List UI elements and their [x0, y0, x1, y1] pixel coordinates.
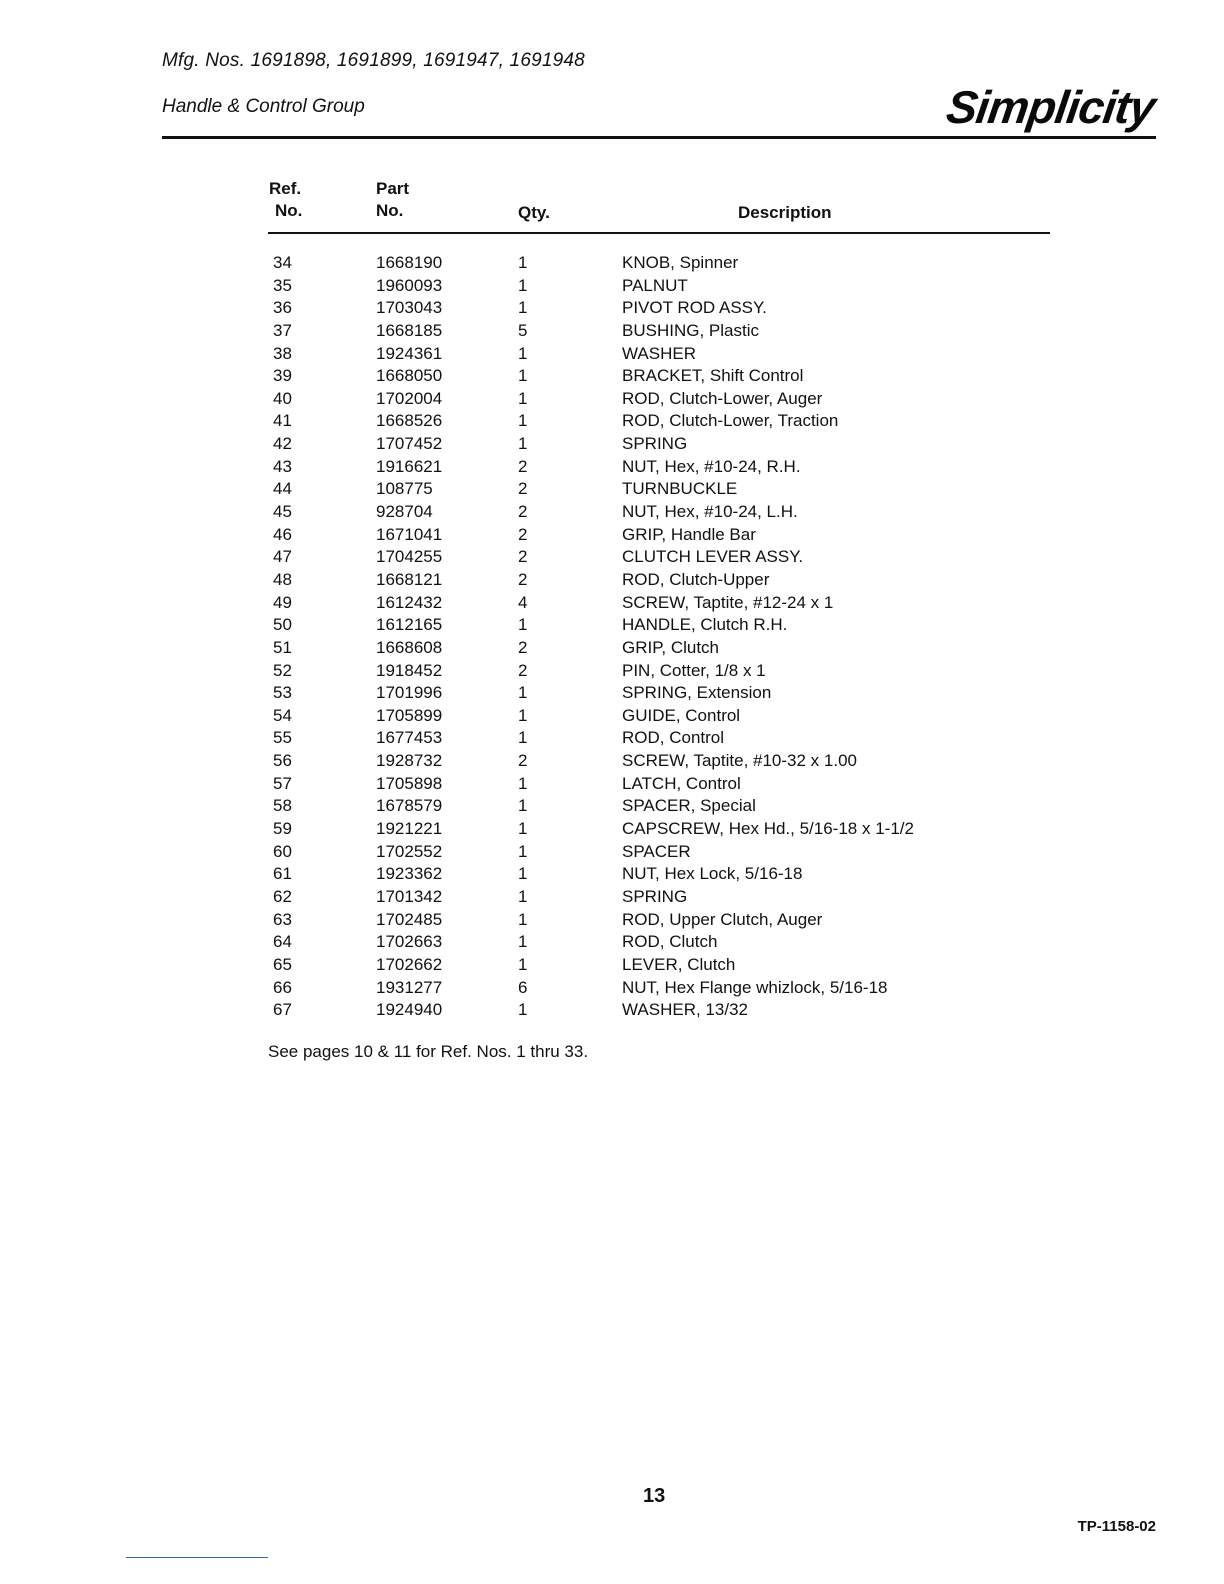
description-cell: NUT, Hex Lock, 5/16-18: [622, 864, 803, 884]
table-row: [268, 954, 1050, 977]
description-cell: HANDLE, Clutch R.H.: [622, 615, 788, 635]
ref-cell: 43: [273, 456, 292, 476]
description-cell: SCREW, Taptite, #10-32 x 1.00: [622, 751, 857, 771]
ref-cell: 58: [273, 796, 292, 816]
part-number-cell: 1702485: [376, 909, 443, 929]
qty-cell: 1: [518, 954, 528, 974]
description-cell: KNOB, Spinner: [622, 253, 739, 272]
mfg-numbers: Mfg. Nos. 1691898, 1691899, 1691947, 1691948: [162, 50, 585, 71]
ref-cell: 53: [273, 683, 292, 703]
part-header-line2: No.: [376, 201, 404, 220]
table-row: [268, 773, 1050, 796]
table-row: [268, 410, 1050, 433]
part-number-cell: 1668185: [376, 320, 443, 340]
description-cell: ROD, Clutch-Lower, Traction: [622, 411, 839, 431]
part-number-cell: 1916621: [376, 456, 443, 476]
qty-cell: 1: [518, 298, 528, 318]
ref-header-line1: Ref.: [269, 179, 302, 198]
description-cell: ROD, Clutch-Lower, Auger: [622, 388, 823, 408]
qty-cell: 2: [518, 637, 528, 657]
table-row: [268, 501, 1050, 524]
qty-cell: 2: [518, 456, 528, 476]
description-cell: NUT, Hex, #10-24, L.H.: [622, 502, 798, 522]
description-cell: PIVOT ROD ASSY.: [622, 298, 767, 318]
description-cell: BRACKET, Shift Control: [622, 366, 804, 386]
ref-header-line2: No.: [275, 201, 303, 220]
description-cell: SPRING, Extension: [622, 683, 772, 703]
ref-cell: 37: [273, 320, 292, 340]
description-cell: CLUTCH LEVER ASSY.: [622, 547, 804, 567]
qty-cell: 1: [518, 705, 528, 725]
document-code: TP-1158-02: [1077, 1518, 1156, 1535]
qty-cell: 2: [518, 569, 528, 589]
qty-cell: 4: [518, 592, 528, 612]
description-cell: SPACER: [622, 841, 691, 861]
part-number-cell: 1707452: [376, 434, 443, 454]
table-row: [268, 750, 1050, 773]
qty-cell: 1: [518, 683, 528, 703]
ref-cell: 46: [273, 524, 292, 544]
section-title: Handle & Control Group: [162, 96, 365, 117]
part-number-cell: 1923362: [376, 864, 443, 884]
column-header-qty: Qty.: [518, 203, 550, 222]
table-row: [268, 614, 1050, 637]
ref-cell: 64: [273, 932, 292, 952]
qty-cell: 1: [518, 841, 528, 861]
table-row: [268, 546, 1050, 569]
qty-cell: 1: [518, 909, 528, 929]
qty-cell: 6: [518, 977, 528, 997]
ref-cell: 52: [273, 660, 292, 680]
table-row: [268, 818, 1050, 841]
qty-cell: 1: [518, 728, 528, 748]
description-cell: NUT, Hex Flange whizlock, 5/16-18: [622, 977, 888, 997]
table-row: [268, 478, 1050, 501]
table-row: [268, 863, 1050, 886]
description-cell: BUSHING, Plastic: [622, 320, 759, 340]
qty-cell: 2: [518, 547, 528, 567]
ref-cell: 55: [273, 728, 292, 748]
ref-cell: 67: [273, 1000, 292, 1020]
qty-cell: 5: [518, 320, 528, 340]
part-number-cell: 1704255: [376, 547, 443, 567]
brand-logo: Simplicity: [943, 81, 1158, 133]
qty-cell: 1: [518, 411, 528, 431]
table-row: [268, 569, 1050, 592]
ref-cell: 45: [273, 502, 292, 522]
part-number-cell: 1702663: [376, 932, 443, 952]
qty-cell: 1: [518, 434, 528, 454]
table-row: [268, 841, 1050, 864]
description-cell: ROD, Clutch: [622, 932, 718, 952]
bottom-link-line: [126, 1557, 268, 1558]
parts-table-body: [268, 252, 1050, 1022]
description-cell: GRIP, Clutch: [622, 637, 720, 657]
table-row: [268, 592, 1050, 615]
part-number-cell: 1928732: [376, 751, 443, 771]
ref-cell: 61: [273, 864, 292, 884]
ref-cell: 65: [273, 954, 292, 974]
table-row: [268, 456, 1050, 479]
part-number-cell: 1705899: [376, 705, 443, 725]
description-cell: SCREW, Taptite, #12-24 x 1: [622, 592, 834, 612]
ref-cell: 66: [273, 977, 292, 997]
table-row: [268, 252, 1050, 275]
description-cell: PIN, Cotter, 1/8 x 1: [622, 660, 766, 680]
table-row: [268, 977, 1050, 1000]
table-row: [268, 297, 1050, 320]
qty-cell: 1: [518, 886, 528, 906]
table-row: [268, 524, 1050, 547]
qty-cell: 2: [518, 751, 528, 771]
ref-cell: 34: [273, 253, 292, 272]
ref-cell: 59: [273, 819, 292, 839]
column-header-part: [376, 178, 409, 222]
ref-cell: 35: [273, 275, 292, 295]
part-number-cell: 1671041: [376, 524, 443, 544]
ref-cell: 57: [273, 773, 292, 793]
qty-cell: 1: [518, 253, 528, 272]
part-number-cell: 1705898: [376, 773, 443, 793]
part-number-cell: 1701342: [376, 886, 443, 906]
table-header-divider: [268, 232, 1050, 234]
table-row: [268, 682, 1050, 705]
table-row: [268, 433, 1050, 456]
ref-cell: 60: [273, 841, 292, 861]
qty-cell: 1: [518, 773, 528, 793]
qty-cell: 2: [518, 524, 528, 544]
column-header-ref: [269, 178, 302, 222]
part-number-cell: 1921221: [376, 819, 443, 839]
description-cell: SPACER, Special: [622, 796, 756, 816]
ref-cell: 40: [273, 388, 292, 408]
part-number-cell: 1668190: [376, 253, 443, 272]
qty-cell: 1: [518, 343, 528, 363]
description-cell: LEVER, Clutch: [622, 954, 736, 974]
description-cell: ROD, Upper Clutch, Auger: [622, 909, 823, 929]
part-number-cell: 108775: [376, 479, 433, 499]
ref-cell: 54: [273, 705, 292, 725]
table-row: [268, 931, 1050, 954]
description-cell: WASHER: [622, 343, 696, 363]
description-cell: SPRING: [622, 434, 688, 454]
qty-cell: 2: [518, 660, 528, 680]
qty-cell: 1: [518, 388, 528, 408]
qty-cell: 1: [518, 796, 528, 816]
qty-cell: 1: [518, 366, 528, 386]
description-cell: CAPSCREW, Hex Hd., 5/16-18 x 1-1/2: [622, 819, 914, 839]
part-number-cell: 1668050: [376, 366, 443, 386]
part-number-cell: 1960093: [376, 275, 443, 295]
description-cell: ROD, Control: [622, 728, 725, 748]
part-number-cell: 1702004: [376, 388, 443, 408]
qty-cell: 1: [518, 864, 528, 884]
part-number-cell: 1924940: [376, 1000, 443, 1020]
ref-cell: 51: [273, 637, 292, 657]
table-row: [268, 727, 1050, 750]
table-row: [268, 343, 1050, 366]
ref-cell: 39: [273, 366, 292, 386]
qty-cell: 1: [518, 615, 528, 635]
ref-cell: 47: [273, 547, 292, 567]
page-number: 13: [643, 1485, 666, 1507]
ref-cell: 38: [273, 343, 292, 363]
description-cell: WASHER, 13/32: [622, 1000, 748, 1020]
reference-note: See pages 10 & 11 for Ref. Nos. 1 thru 33.: [268, 1042, 589, 1061]
table-row: [268, 886, 1050, 909]
description-cell: NUT, Hex, #10-24, R.H.: [622, 456, 801, 476]
description-cell: SPRING: [622, 886, 688, 906]
part-number-cell: 1702552: [376, 841, 443, 861]
header-divider: [162, 136, 1156, 139]
part-number-cell: 1668121: [376, 569, 443, 589]
qty-cell: 1: [518, 1000, 528, 1020]
part-number-cell: 1668608: [376, 637, 443, 657]
table-row: [268, 275, 1050, 298]
description-cell: TURNBUCKLE: [622, 479, 738, 499]
part-number-cell: 1677453: [376, 728, 443, 748]
parts-table-header: [268, 176, 1050, 232]
ref-cell: 41: [273, 411, 292, 431]
ref-cell: 56: [273, 751, 292, 771]
table-row: [268, 365, 1050, 388]
column-header-description: Description: [738, 203, 832, 222]
table-row: [268, 909, 1050, 932]
table-row: [268, 660, 1050, 683]
qty-cell: 1: [518, 275, 528, 295]
qty-cell: 1: [518, 819, 528, 839]
part-number-cell: 1703043: [376, 298, 443, 318]
part-number-cell: 1612432: [376, 592, 443, 612]
description-cell: LATCH, Control: [622, 773, 741, 793]
table-row: [268, 320, 1050, 343]
table-row: [268, 705, 1050, 728]
part-number-cell: 928704: [376, 502, 433, 522]
description-cell: GRIP, Handle Bar: [622, 524, 756, 544]
part-header-line1: Part: [376, 179, 410, 198]
part-number-cell: 1668526: [376, 411, 443, 431]
part-number-cell: 1931277: [376, 977, 443, 997]
table-row: [268, 999, 1050, 1022]
table-row: [268, 795, 1050, 818]
ref-cell: 36: [273, 298, 292, 318]
table-row: [268, 388, 1050, 411]
part-number-cell: 1701996: [376, 683, 443, 703]
part-number-cell: 1612165: [376, 615, 443, 635]
part-number-cell: 1918452: [376, 660, 443, 680]
qty-cell: 2: [518, 502, 528, 522]
part-number-cell: 1678579: [376, 796, 443, 816]
qty-cell: 2: [518, 479, 528, 499]
ref-cell: 63: [273, 909, 292, 929]
ref-cell: 44: [273, 479, 292, 499]
table-row: [268, 637, 1050, 660]
ref-cell: 49: [273, 592, 292, 612]
part-number-cell: 1702662: [376, 954, 443, 974]
description-cell: GUIDE, Control: [622, 705, 741, 725]
ref-cell: 62: [273, 886, 292, 906]
qty-cell: 1: [518, 932, 528, 952]
ref-cell: 42: [273, 434, 292, 454]
part-number-cell: 1924361: [376, 343, 443, 363]
description-cell: ROD, Clutch-Upper: [622, 569, 770, 589]
ref-cell: 48: [273, 569, 292, 589]
description-cell: PALNUT: [622, 275, 688, 295]
ref-cell: 50: [273, 615, 292, 635]
